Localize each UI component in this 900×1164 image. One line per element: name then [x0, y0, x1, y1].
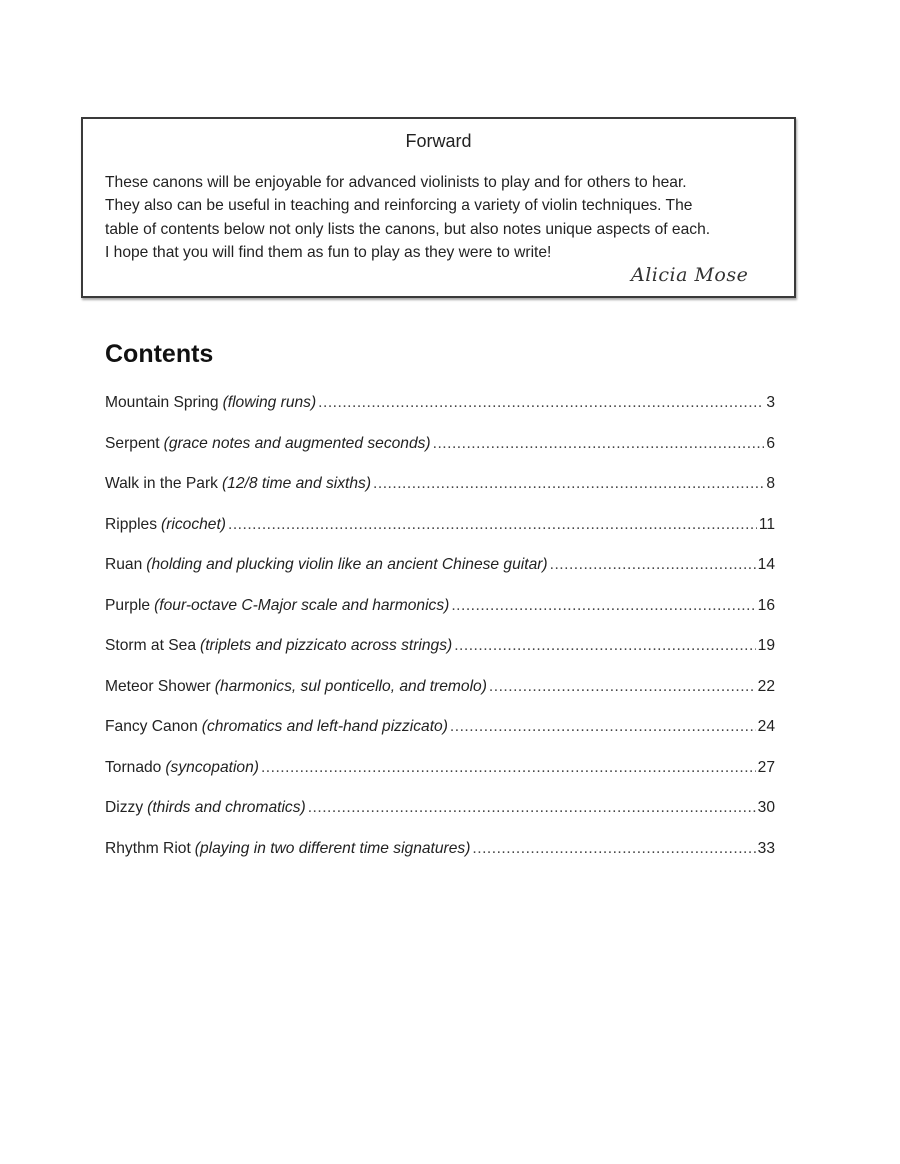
toc-entry[interactable] — [105, 799, 775, 821]
toc-entry-title: Serpent — [105, 434, 160, 452]
dot-leader — [489, 678, 756, 696]
toc-entry[interactable] — [105, 597, 775, 619]
toc-entry[interactable] — [105, 678, 775, 700]
dot-leader — [450, 718, 756, 736]
toc-entry-title: Mountain Spring — [105, 394, 219, 411]
toc-entry-page: 33 — [757, 839, 775, 857]
forward-line: These canons will be enjoyable for advanced violinists to play and for others to hear. — [105, 174, 687, 191]
toc-entry[interactable] — [105, 394, 775, 416]
dot-leader — [308, 799, 756, 817]
toc-entry-page: 19 — [757, 637, 775, 654]
dot-leader — [472, 840, 755, 858]
toc-entry-page: 3 — [766, 394, 775, 411]
toc-entry-page: 30 — [757, 799, 775, 816]
toc-entry-title: Fancy Canon — [105, 718, 198, 735]
toc-entry-title: Rhythm Riot — [105, 839, 191, 857]
toc-entry-title: Ripples — [105, 515, 158, 533]
toc-entry-title: Tornado — [105, 758, 162, 776]
forward-line: They also can be useful in teaching and reinforcing a variety of violin techniques. The — [105, 197, 693, 215]
toc-entry[interactable] — [105, 516, 775, 538]
toc-entry[interactable] — [105, 759, 775, 781]
toc-entry[interactable] — [105, 718, 775, 740]
forward-text — [105, 171, 795, 264]
dot-leader — [373, 475, 764, 493]
dot-leader — [228, 516, 757, 534]
toc-entry[interactable] — [105, 840, 775, 862]
toc-entry-page: 16 — [757, 596, 775, 614]
toc-entry-note: (thirds and chromatics) — [147, 799, 306, 816]
toc-entry-page: 8 — [766, 475, 775, 492]
toc-entry-note: (flowing runs) — [222, 394, 317, 411]
toc-entry[interactable] — [105, 556, 775, 578]
toc-entry-title: Storm at Sea — [105, 637, 197, 654]
toc-entry-title: Meteor Shower — [105, 677, 211, 695]
dot-leader — [454, 637, 755, 655]
toc-entry-title: Purple — [105, 596, 151, 614]
toc-entry-page: 6 — [766, 434, 775, 452]
toc-entry-title: Ruan — [105, 556, 143, 573]
toc-entry-note: (chromatics and left-hand pizzicato) — [201, 718, 448, 735]
dot-leader — [550, 556, 756, 574]
toc-entry-note: (holding and plucking violin like an ancient Chinese guitar) — [146, 556, 548, 573]
toc-entry-page: 22 — [757, 677, 775, 695]
toc-entry[interactable] — [105, 637, 775, 659]
toc-entry-note: (playing in two different time signatures) — [194, 839, 471, 857]
dot-leader — [433, 435, 765, 453]
toc-entry-page: 14 — [757, 556, 775, 573]
toc-entry-note: (ricochet) — [161, 515, 227, 533]
toc-entry-note: (grace notes and augmented seconds) — [163, 434, 431, 452]
toc-entry[interactable] — [105, 475, 775, 497]
dot-leader — [261, 759, 756, 777]
toc-entry-note: (12/8 time and sixths) — [221, 475, 372, 492]
dot-leader — [318, 394, 764, 412]
toc-entry-note: (syncopation) — [165, 758, 259, 776]
toc-entry-note: (triplets and pizzicato across strings) — [200, 637, 453, 654]
toc-entry-note: (harmonics, sul ponticello, and tremolo) — [214, 677, 487, 695]
toc-entry-title: Walk in the Park — [105, 475, 218, 492]
toc-entry-page: 24 — [757, 718, 775, 735]
forward-line: I hope that you will find them as fun to play as they were to write! — [105, 243, 552, 261]
toc-entry-note: (four-octave C-Major scale and harmonics) — [154, 596, 450, 614]
forward-line: table of contents below not only lists the canons, but also notes unique aspects of each. — [105, 220, 711, 238]
toc-entry[interactable] — [105, 435, 775, 457]
author-signature: Alicia Mose — [631, 264, 749, 286]
toc-entry-page: 27 — [757, 758, 775, 776]
forward-box — [81, 117, 796, 298]
toc-entry-page: 11 — [758, 515, 775, 533]
forward-title: Forward — [405, 131, 472, 151]
dot-leader — [451, 597, 755, 615]
contents-heading: Contents — [105, 340, 214, 368]
toc-entry-title: Dizzy — [105, 799, 144, 816]
